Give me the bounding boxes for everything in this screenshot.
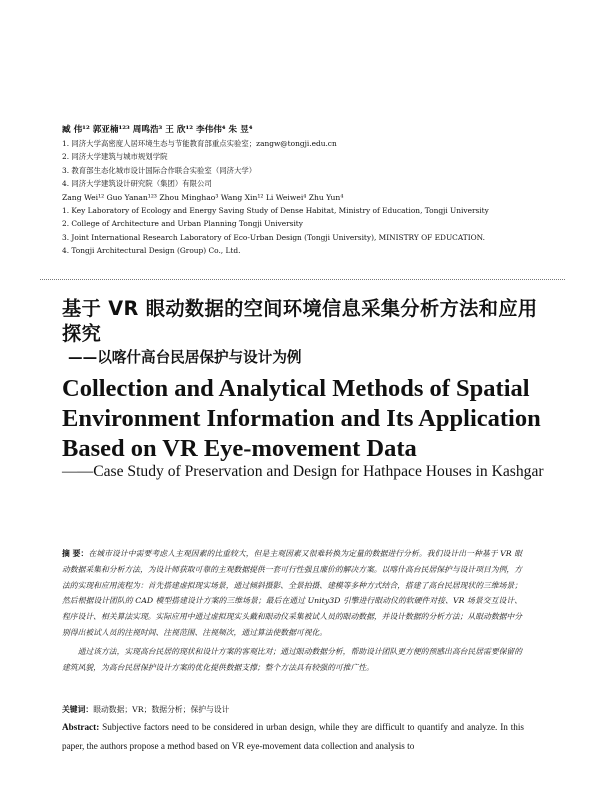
abstract-zh-paragraph-2: 通过该方法，实现高台民居的现状和设计方案的客观比对；通过眼动数据分析，帮助设计团队更方便的预感出高台民居需要保留的建筑风貌，为高台民居保护设计方案的优化提供数据支撑；整个方法具有较强的可推广性。 xyxy=(62,646,523,672)
affiliation-zh-2: 2. 同济大学建筑与城市规划学院 xyxy=(62,152,168,162)
affiliation-en-3: 3. Joint International Research Laboratory of Eco-Urban Design (Tongji University), MINISTRY OF EDUCATION. xyxy=(62,232,486,242)
affiliation-zh-3: 3. 教育部生态化城市设计国际合作联合实验室（同济大学） xyxy=(62,165,257,175)
subtitle-zh: ——以喀什高台民居保护与设计为例 xyxy=(68,349,302,366)
author-block xyxy=(62,124,562,257)
affiliation-zh-4: 4. 同济大学建筑设计研究院（集团）有限公司 xyxy=(62,178,212,188)
abstract-zh-paragraph-1 xyxy=(62,546,522,641)
title-en: Collection and Analytical Methods of Spatial Environment Information and Its Application Based on VR Eye-movement Data xyxy=(62,375,541,462)
affiliation-zh-1: 1. 同济大学高密度人居环境生态与节能教育部重点实验室；zangw@tongji.edu.cn xyxy=(62,139,337,148)
authors-zh: 臧 伟¹² 郭亚楠¹²³ 周鸣浩³ 王 欣¹² 李伟伟⁴ 朱 昱⁴ xyxy=(62,125,253,135)
keywords-zh-label: 关键词： xyxy=(62,705,94,714)
affiliation-en-1: 1. Key Laboratory of Ecology and Energy Saving Study of Dense Habitat, Ministry of Education, Tongji University xyxy=(62,206,489,216)
keywords-zh xyxy=(62,703,522,717)
abstract-zh-label: 摘 要： xyxy=(62,549,89,558)
subtitle-en: ——Case Study of Preservation and Design for Hathpace Houses in Kashgar xyxy=(62,463,544,480)
abstract-zh-text-1: 在城市设计中需要考虑人主观因素的比重较大，但是主观因素又很难转换为定量的数据进行分析。我们设计出一种基于 VR 眼动数据采集和分析方法，为设计师获取可靠的主观数据提供一套可行性强且廉价的解决方案。以喀什高台民居保护与设计项目为例，方法的实现和应用流程为：首先搭建虚拟现实场景，通过倾斜摄影、全景拍摄、建模等多种方式结合，搭建了高台民居现状的三维场景；然后根据设计团队的 CAD 模型搭建设计方案的三维场景；最后在通过 Unity3D 引擎进行眼动仪的软硬件对接、VR 场景交互设计、程序设计、相关算法实现。实际应用中通过虚拟现实头戴和眼动仪采集被试人员的眼动数据，并设计数据的分析方法；从眼动数据中分别得出被试人员的注视时间、注视范围、注视频次，通过算法使数据可视化。 xyxy=(62,549,523,637)
title-zh: 基于 VR 眼动数据的空间环境信息采集分析方法和应用探究 xyxy=(62,297,538,345)
abstract-en xyxy=(62,718,524,756)
keywords-zh-text: 眼动数据；VR；数据分析；保护与设计 xyxy=(93,705,230,714)
affiliation-en-2: 2. College of Architecture and Urban Planning Tongji University xyxy=(62,219,303,229)
abstract-en-label: Abstract: xyxy=(62,722,100,732)
affiliation-en-4: 4. Tongji Architectural Design (Group) Co., Ltd. xyxy=(62,246,241,256)
header-divider xyxy=(40,279,565,280)
authors-en: Zang Wei¹² Guo Yanan¹²³ Zhou Minghao³ Wang Xin¹² Li Weiwei⁴ Zhu Yun⁴ xyxy=(62,193,344,203)
abstract-zh xyxy=(62,546,522,675)
abstract-en-text: Subjective factors need to be considered in urban design, while they are difficult to quantify and analyze. In this paper, the authors propose a method based on VR eye-movement data collection and analysis to xyxy=(62,722,524,751)
